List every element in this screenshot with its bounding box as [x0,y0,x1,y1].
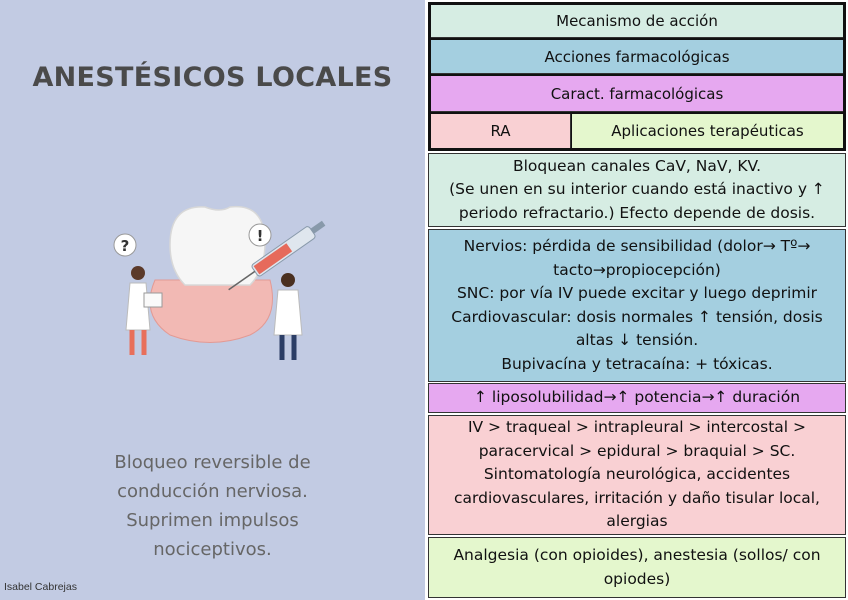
legend-ra: RA [431,114,571,148]
author-credit: Isabel Cabrejas [4,581,77,593]
aplicaciones-line: Analgesia (con opioides), anestesia (sollos/ con [453,546,821,564]
legend-mecanismo: Mecanismo de acción [431,5,843,38]
legend-aplicaciones: Aplicaciones terapéuticas [572,114,843,148]
ra-line: IV > traqueal > intrapleural > intercostal > [467,418,807,437]
section-acciones [428,229,846,382]
aplicaciones-line: opiodes) [603,569,671,588]
caract-line: ↑ liposolubilidad→↑ potencia→↑ duración [473,388,801,407]
acciones-line: SNC: por vía IV puede excitar y luego deprimir [456,284,818,302]
section-ra [428,415,846,535]
legend-acciones: Acciones farmacológicas [431,40,843,74]
tooth-icon [170,207,265,285]
ra-line: alergias [606,512,668,531]
acciones-line: tacto→propiocepción) [553,260,721,279]
mecanismo-line: (Se unen en su interior cuando está inactivo y ↑ [449,180,825,199]
legend [428,2,846,151]
acciones-line: Bupivacína y tetracaína: + tóxicas. [501,354,773,373]
acciones-line: Cardiovascular: dosis normales ↑ tensión, dosis [451,307,823,326]
ra-line: Sintomatología neurológica, accidentes [483,465,791,484]
description-line: conducción nerviosa. [117,481,308,502]
question-mark: ? [120,237,130,255]
description-line: Bloqueo reversible de [114,452,311,473]
ra-line: cardiovasculares, irritación y daño tisular local, [454,488,820,507]
dental-anesthesia-illustration [100,185,340,380]
section-aplicaciones [428,537,846,598]
section-mecanismo [428,153,846,227]
acciones-line: Nervios: pérdida de sensibilidad (dolor→ Tº→ [463,237,811,255]
page-title: ANESTÉSICOS LOCALES [32,62,393,93]
gum-shape [150,280,273,343]
doctor-right-figure [274,273,302,360]
mecanismo-line: periodo refractario.) Efecto depende de dosis. [458,203,816,222]
exclamation-mark: ! [256,227,264,245]
description-line: Suprimen impulsos [126,510,299,531]
description-line: nociceptivos. [153,539,272,560]
mecanismo-line: Bloquean canales CaV, NaV, KV. [512,156,762,175]
description [85,448,340,564]
section-caract [428,383,846,413]
legend-caract: Caract. farmacológicas [431,76,843,112]
acciones-line: altas ↓ tensión. [575,331,699,349]
ra-line: paracervical > epidural > braquial > SC. [478,441,796,460]
